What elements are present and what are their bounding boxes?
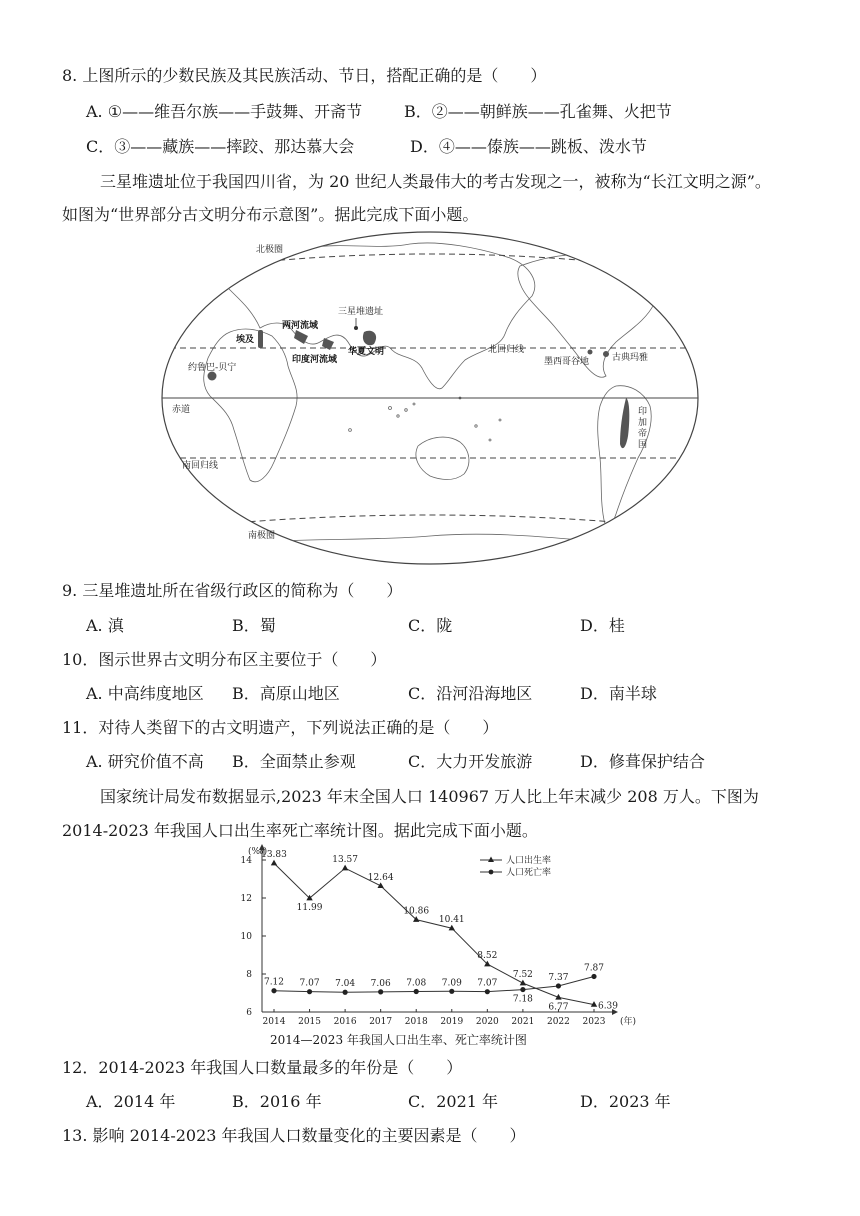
y-tick-label: 8 [246, 970, 252, 980]
x-axis-unit: (年) [620, 1017, 637, 1027]
x-tick-label: 2019 [440, 1017, 464, 1027]
death-rate-point [307, 989, 312, 994]
legend-label: 人口出生率 [506, 856, 552, 866]
inca-label [638, 405, 647, 450]
x-tick-label: 2016 [333, 1017, 357, 1027]
q12-option-d[interactable]: D．2023 年 [580, 1092, 671, 1111]
q8-option-a[interactable]: A. ①——维吾尔族——手鼓舞、开斋节 [86, 102, 363, 121]
world-civilization-map [160, 230, 700, 566]
death-rate-label: 7.04 [335, 979, 356, 990]
q12-stem: 12．2014-2023 年我国人口数量最多的年份是（ ） [62, 1058, 463, 1077]
q8-option-d[interactable]: D．④——傣族——跳板、泼水节 [410, 137, 647, 156]
death-rate-point [520, 987, 525, 992]
q11-option-a[interactable]: A. 研究价值不高 [86, 752, 204, 771]
y-tick-label: 14 [240, 856, 252, 866]
yoruba-label: 约鲁巴-贝宁 [188, 363, 237, 373]
birth-death-rate-chart [232, 842, 637, 1030]
x-tick-label: 2021 [511, 1017, 535, 1027]
q8-stem: 8. 上图所示的少数民族及其民族活动、节日，搭配正确的是（ ） [62, 66, 547, 85]
q11-option-c[interactable]: C．大力开发旅游 [408, 752, 533, 771]
q9-option-c[interactable]: C．陇 [408, 616, 453, 635]
huaxia-label: 华夏文明 [348, 347, 385, 357]
q10-option-c[interactable]: C．沿河沿海地区 [408, 684, 533, 703]
indus-label: 印度河流域 [292, 355, 338, 365]
x-tick-label: 2023 [582, 1017, 606, 1027]
birth-rate-label: 10.86 [403, 906, 430, 917]
x-tick-label: 2014 [262, 1017, 286, 1027]
legend-label: 人口死亡率 [506, 868, 552, 878]
death-rate-label: 7.18 [512, 994, 533, 1005]
birth-rate-label: 11.99 [296, 903, 323, 914]
birth-rate-label: 12.64 [367, 872, 394, 883]
mexico-marker [588, 350, 593, 355]
y-axis-unit: (‰) [248, 847, 268, 857]
arctic-label: 北极圈 [256, 245, 284, 255]
death-rate-label: 7.12 [263, 977, 285, 988]
death-rate-point [271, 988, 276, 993]
y-tick-label: 6 [246, 1008, 252, 1018]
q11-option-b[interactable]: B．全面禁止参观 [232, 752, 356, 771]
q9-option-b[interactable]: B．蜀 [232, 616, 276, 635]
death-rate-label: 7.07 [299, 978, 320, 989]
antarctic-label: 南极圈 [248, 531, 276, 541]
q11-option-d[interactable]: D．修葺保护结合 [580, 752, 705, 771]
q9-stem: 9. 三星堆遗址所在省级行政区的简称为（ ） [62, 581, 403, 600]
q8-option-c[interactable]: C．③——藏族——摔跤、那达慕大会 [86, 137, 355, 156]
passage2-line2: 2014-2023 年我国人口出生率死亡率统计图。据此完成下面小题。 [62, 821, 538, 840]
birth-rate-point [271, 860, 277, 866]
q9-option-a[interactable]: A. 滇 [86, 616, 124, 635]
death-rate-point [485, 989, 490, 994]
mexico-label: 墨西哥谷地 [544, 357, 590, 367]
death-rate-label: 7.08 [406, 978, 427, 989]
death-rate-label: 7.06 [370, 978, 391, 989]
passage2-line1: 国家统计局发布数据显示,2023 年末全国人口 140967 万人比上年末减少 208 万人。下图为 [100, 787, 759, 806]
x-tick-label: 2017 [369, 1017, 393, 1027]
birth-rate-label: 6.39 [597, 1001, 619, 1012]
birth-rate-label: 13.83 [261, 850, 287, 861]
x-tick-label: 2020 [475, 1017, 499, 1027]
tropic-s-label: 南回归线 [182, 461, 219, 471]
maya-marker [603, 351, 609, 357]
egypt-marker [258, 330, 263, 348]
death-rate-point [343, 990, 348, 995]
death-rate-point [378, 989, 383, 994]
y-tick-label: 10 [240, 932, 252, 942]
passage1-line2: 如图为“世界部分古文明分布示意图”。据此完成下面小题。 [62, 205, 479, 224]
legend-triangle-icon [488, 857, 494, 863]
birth-rate-label: 6.77 [548, 1002, 569, 1013]
death-rate-label: 7.37 [548, 972, 569, 983]
birth-rate-label: 13.57 [332, 855, 358, 866]
chart-title: 2014—2023 年我国人口出生率、死亡率统计图 [270, 1033, 527, 1047]
q13-stem: 13. 影响 2014-2023 年我国人口数量变化的主要因素是（ ） [62, 1126, 526, 1145]
q12-option-b[interactable]: B．2016 年 [232, 1092, 322, 1111]
birth-rate-line [274, 863, 594, 1004]
birth-rate-label: 7.52 [512, 970, 533, 981]
death-rate-point [449, 989, 454, 994]
birth-rate-point [342, 865, 348, 871]
x-tick-label: 2018 [404, 1017, 428, 1027]
death-rate-point [591, 974, 596, 979]
q10-stem: 10．图示世界古文明分布区主要位于（ ） [62, 650, 387, 669]
x-tick-label: 2015 [298, 1017, 322, 1027]
q12-option-a[interactable]: A．2014 年 [86, 1092, 176, 1111]
death-rate-label: 7.87 [583, 963, 605, 974]
sanxingdui-label: 三星堆遗址 [338, 307, 384, 317]
birth-rate-label: 10.41 [438, 915, 465, 926]
maya-label: 古典玛雅 [612, 353, 649, 363]
mesopotamia-label: 两河流域 [282, 321, 319, 331]
equator-label: 赤道 [172, 405, 191, 415]
q11-stem: 11．对待人类留下的古文明遗产，下列说法正确的是（ ） [62, 718, 499, 737]
q10-option-b[interactable]: B．高原山地区 [232, 684, 340, 703]
death-rate-point [414, 989, 419, 994]
y-tick-label: 12 [240, 894, 252, 904]
svg-text:印加帝国: 印加帝国 [638, 407, 648, 450]
passage1-line1: 三星堆遗址位于我国四川省，为 20 世纪人类最伟大的考古发现之一，被称为“长江文明之源”。 [100, 172, 771, 191]
egypt-label: 埃及 [236, 335, 255, 345]
death-rate-point [556, 983, 561, 988]
birth-rate-label: 8.52 [477, 951, 498, 962]
q8-option-b[interactable]: B．②——朝鲜族——孔雀舞、火把节 [404, 102, 672, 121]
q9-option-d[interactable]: D．桂 [580, 616, 625, 635]
death-rate-line [274, 976, 594, 992]
death-rate-label: 7.07 [477, 978, 498, 989]
legend-circle-icon [489, 870, 494, 875]
q10-option-d[interactable]: D．南半球 [580, 684, 657, 703]
death-rate-label: 7.09 [441, 978, 462, 989]
q12-option-c[interactable]: C．2021 年 [408, 1092, 499, 1111]
tropic-n-label: 北回归线 [488, 345, 525, 355]
x-tick-label: 2022 [546, 1017, 570, 1027]
q10-option-a[interactable]: A. 中高纬度地区 [86, 684, 204, 703]
